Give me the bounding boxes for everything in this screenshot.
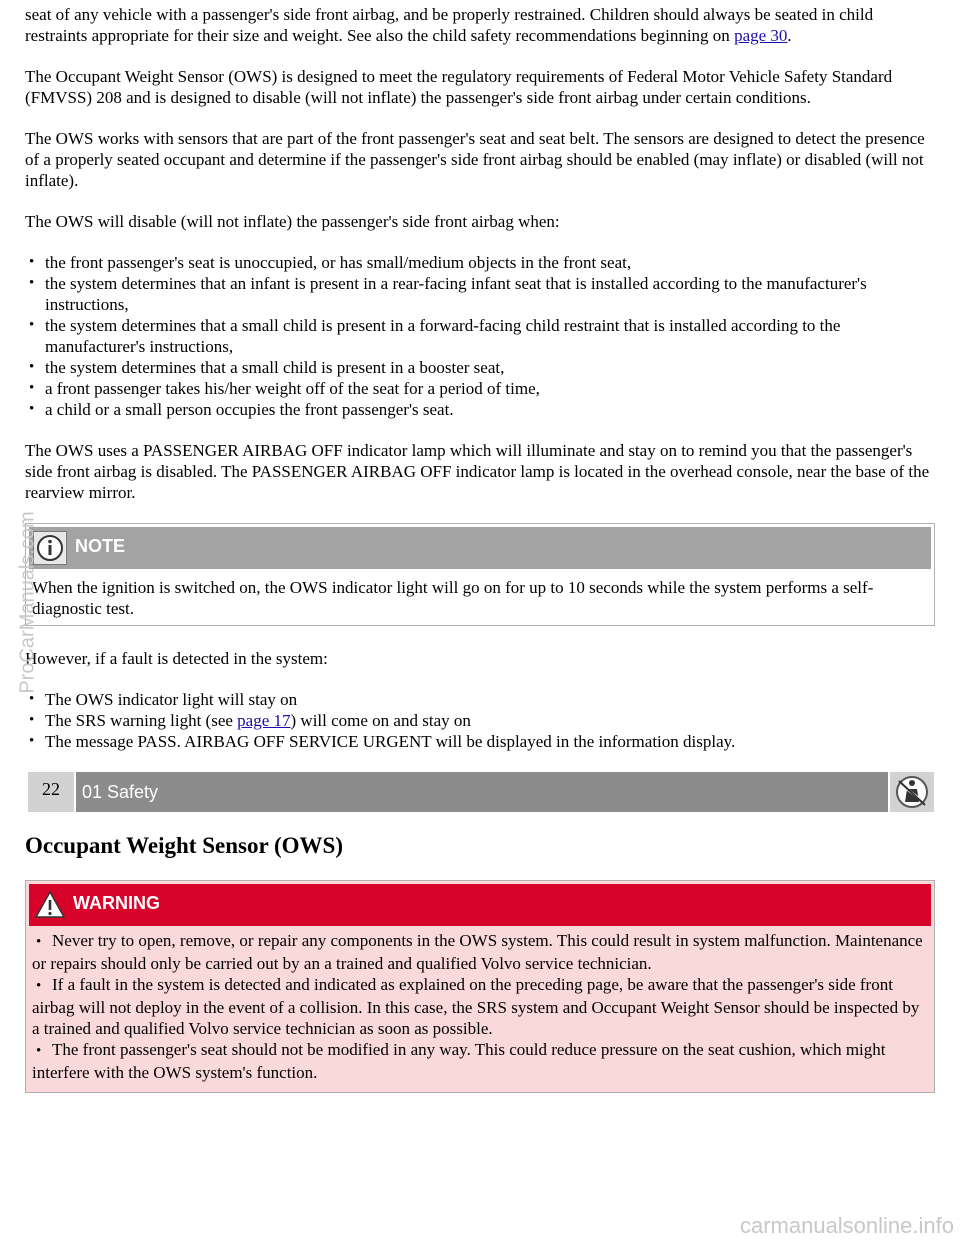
intro-text: seat of any vehicle with a passenger's side front airbag, and be properly restrained. Children should always be seated in child restraints appropriate for their size and weight. See also the child safety recommendations beginning on (25, 5, 874, 45)
section-footer-bar (28, 772, 934, 812)
list-item (32, 930, 929, 974)
bullet: • (36, 1043, 42, 1059)
list-item-text: The front passenger's seat should not be modified in any way. This could reduce pressure on the seat cushion, which might interfere with the OWS system's function. (32, 1040, 886, 1082)
warning-body (29, 926, 931, 1089)
indicator-lamp-paragraph: The OWS uses a PASSENGER AIRBAG OFF indicator lamp which will illuminate and stay on to remind you that the passenger's side front airbag is disabled. The PASSENGER AIRBAG OFF indicator lamp is located in the overhead console, near the base of the rearview mirror. (25, 441, 930, 502)
list-item (25, 710, 935, 731)
warning-header (29, 884, 931, 926)
page-30-link[interactable]: page 30 (734, 26, 788, 45)
page-number: 22 (28, 772, 74, 812)
warning-label: WARNING (73, 893, 160, 913)
ows-disable-intro: The OWS will disable (will not inflate) the passenger's side front airbag when: (25, 212, 560, 231)
disable-conditions-list (25, 252, 935, 420)
bullet: • (36, 978, 42, 994)
section-title: 01 Safety (76, 772, 888, 812)
list-item-text: Never try to open, remove, or repair any components in the OWS system. This could result in system malfunction. Maintenance or repairs should only be carried out by an a trained and qualified Volvo service technician. (32, 931, 923, 973)
ows-sensors-paragraph: The OWS works with sensors that are part of the front passenger's seat and seat belt. The sensors are designed to detect the presence of a properly seated occupant and determine if the passenger's side front airbag should be enabled (may inflate) or disabled (will not inflate). (25, 129, 925, 190)
page-content (25, 4, 935, 1093)
list-item (32, 974, 929, 1039)
warning-box (25, 880, 935, 1093)
list-item: • the front passenger's seat is unoccupied, or has small/medium objects in the front seat, (25, 252, 935, 273)
note-header (29, 527, 931, 569)
seat-belt-logo-icon (890, 772, 934, 812)
fault-list (25, 689, 935, 752)
list-item: • The message PASS. AIRBAG OFF SERVICE URGENT will be displayed in the information display. (25, 731, 935, 752)
note-body: When the ignition is switched on, the OWS indicator light will go on for up to 10 seconds while the system performs a self-diagnostic test. (32, 578, 874, 618)
list-item: • a front passenger takes his/her weight off of the seat for a period of time, (25, 378, 935, 399)
list-item (32, 1039, 929, 1083)
list-item: • the system determines that an infant is present in a rear-facing infant seat that is installed according to the manufacturer's instructions, (25, 273, 935, 315)
intro-end: . (787, 26, 792, 45)
bullet: • (36, 934, 42, 950)
page-17-link[interactable]: page 17 (237, 711, 291, 730)
watermark-left: ProCarManuals.com (16, 511, 39, 694)
watermark-bottom: carmanualsonline.info (739, 1213, 954, 1238)
list-item: • the system determines that a small child is present in a booster seat, (25, 357, 935, 378)
list-item-text: ) will come on and stay on (290, 711, 471, 730)
list-item: • a child or a small person occupies the front passenger's seat. (25, 399, 935, 420)
warning-list (32, 930, 929, 1083)
intro-paragraph (25, 4, 935, 46)
list-item: • The OWS indicator light will stay on (25, 689, 935, 710)
note-box (25, 523, 935, 626)
ows-description-paragraph: The Occupant Weight Sensor (OWS) is designed to meet the regulatory requirements of Federal Motor Vehicle Safety Standard (FMVSS) 208 and is designed to disable (will not inflate) the passenger's side front airbag under certain conditions. (25, 67, 893, 107)
note-label: NOTE (75, 536, 126, 556)
fault-intro: However, if a fault is detected in the system: (25, 649, 328, 668)
list-item-text: The SRS warning light (see (45, 711, 238, 730)
warning-triangle-icon (33, 888, 67, 922)
list-item-text: If a fault in the system is detected and indicated as explained on the preceding page, be aware that the passenger's side front airbag will not deploy in the event of a collision. In this case, the SRS system and Occupant Weight Sensor should be inspected by a trained and qualified Volvo service technician as soon as possible. (32, 975, 920, 1038)
page-heading: Occupant Weight Sensor (OWS) (25, 833, 343, 858)
list-item: • the system determines that a small child is present in a forward-facing child restraint that is installed according to the manufacturer's instructions, (25, 315, 935, 357)
